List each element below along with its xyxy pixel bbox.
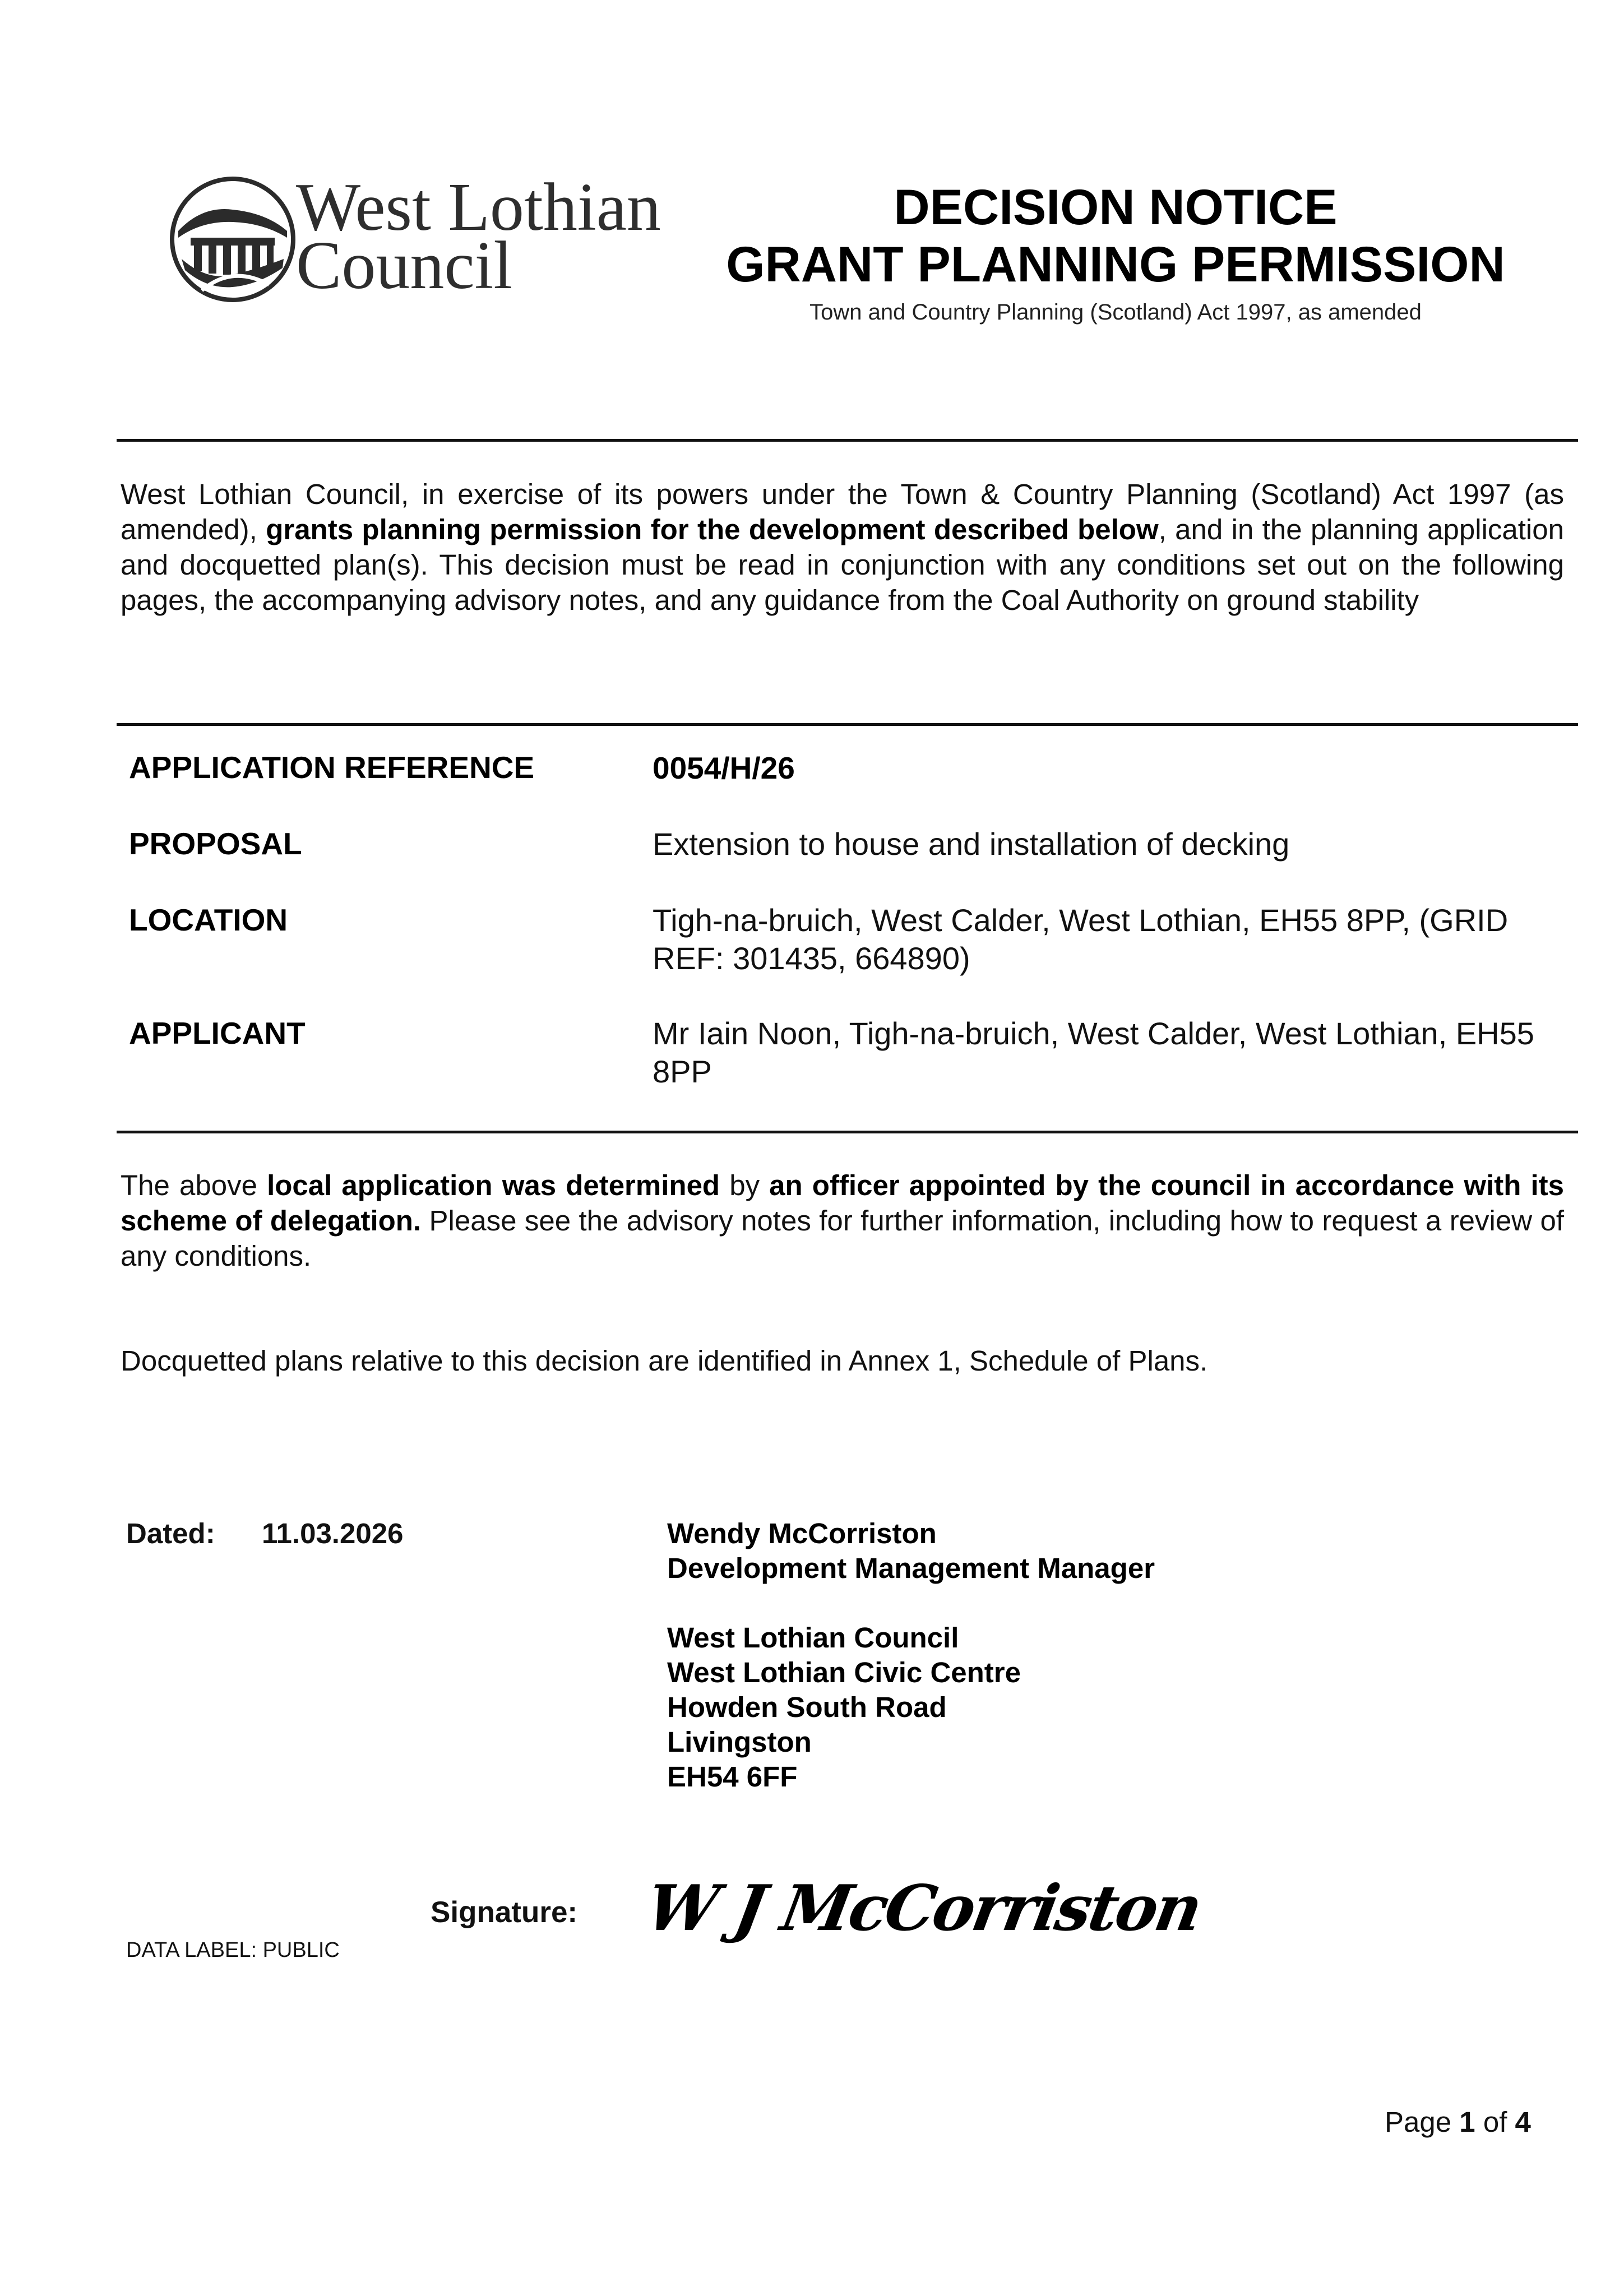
- address-line: EH54 6FF: [667, 1761, 798, 1793]
- address-line: West Lothian Civic Centre: [667, 1656, 1021, 1688]
- dated-value: 11.03.2026: [262, 1517, 404, 1549]
- signature-label: Signature:: [431, 1896, 578, 1929]
- reference-label: APPLICATION REFERENCE: [129, 750, 535, 785]
- divider: [117, 723, 1578, 726]
- proposal-value: Extension to house and installation of decking: [653, 826, 1290, 862]
- page-total: 4: [1515, 2106, 1531, 2138]
- page-of: of: [1475, 2106, 1515, 2138]
- legislation-subtitle: Town and Country Planning (Scotland) Act 1997, as amended: [809, 300, 1422, 325]
- address-line: Livingston: [667, 1726, 812, 1758]
- determination-text: by: [720, 1169, 770, 1201]
- divider: [117, 1131, 1578, 1133]
- docquetted-plans-note: Docquetted plans relative to this decision are identified in Annex 1, Schedule of Plans.: [121, 1345, 1208, 1377]
- determination-paragraph: [121, 1168, 1564, 1274]
- intro-emphasis: grants planning permission for the development described below: [266, 513, 1159, 545]
- decision-title: GRANT PLANNING PERMISSION: [726, 236, 1505, 292]
- reference-value: 0054/H/26: [653, 751, 795, 785]
- dated-label: Dated:: [126, 1517, 215, 1549]
- page-prefix: Page: [1385, 2106, 1460, 2138]
- viaduct-emblem-icon: [168, 175, 297, 304]
- determination-emphasis: local application was determined: [267, 1169, 720, 1201]
- location-label: LOCATION: [129, 902, 288, 937]
- address-line: Howden South Road: [667, 1691, 947, 1723]
- proposal-label: PROPOSAL: [129, 826, 302, 861]
- determination-text: Please see the advisory notes for further information, including how to request a review of any conditions.: [121, 1205, 1564, 1272]
- address-line: West Lothian Council: [667, 1622, 959, 1654]
- signatory-name: Wendy McCorriston: [667, 1517, 937, 1549]
- logo-line-1: West Lothian: [296, 169, 661, 245]
- delegation-emphasis: an officer appointed by the council in accordance with its scheme of delegation.: [121, 1169, 1564, 1237]
- logo-line-2: Council: [296, 228, 513, 303]
- applicant-label: APPLICANT: [129, 1016, 306, 1050]
- intro-text-cont: , and in the planning application and docquetted plan(s). This decision must be read in conjunction with any conditions set out on the following pages, the accompanying advisory notes, and any guidance from the Coal Authority on ground stability: [121, 513, 1564, 616]
- data-label: DATA LABEL: PUBLIC: [126, 1938, 340, 1962]
- divider: [117, 439, 1578, 442]
- notice-title: DECISION NOTICE: [894, 179, 1338, 235]
- page-number: [1385, 2105, 1531, 2140]
- intro-paragraph: [121, 476, 1564, 618]
- determination-text: The above: [121, 1169, 267, 1201]
- applicant-value: Mr Iain Noon, Tigh-na-bruich, West Calder, West Lothian, EH55 8PP: [653, 1016, 1534, 1089]
- location-value: Tigh-na-bruich, West Calder, West Lothian, EH55 8PP, (GRID REF: 301435, 664890): [653, 902, 1509, 976]
- handwritten-signature: W J McCorriston: [641, 1872, 1206, 1945]
- intro-text: West Lothian Council, in exercise of its powers under the Town & Country Planning (Scotland) Act 1997 (as amended),: [121, 478, 1564, 545]
- signatory-role: Development Management Manager: [667, 1552, 1155, 1584]
- page-current: 1: [1459, 2106, 1475, 2138]
- signatory-block: [667, 1516, 1155, 1794]
- title-block: [673, 178, 1558, 328]
- council-logo: [168, 169, 661, 309]
